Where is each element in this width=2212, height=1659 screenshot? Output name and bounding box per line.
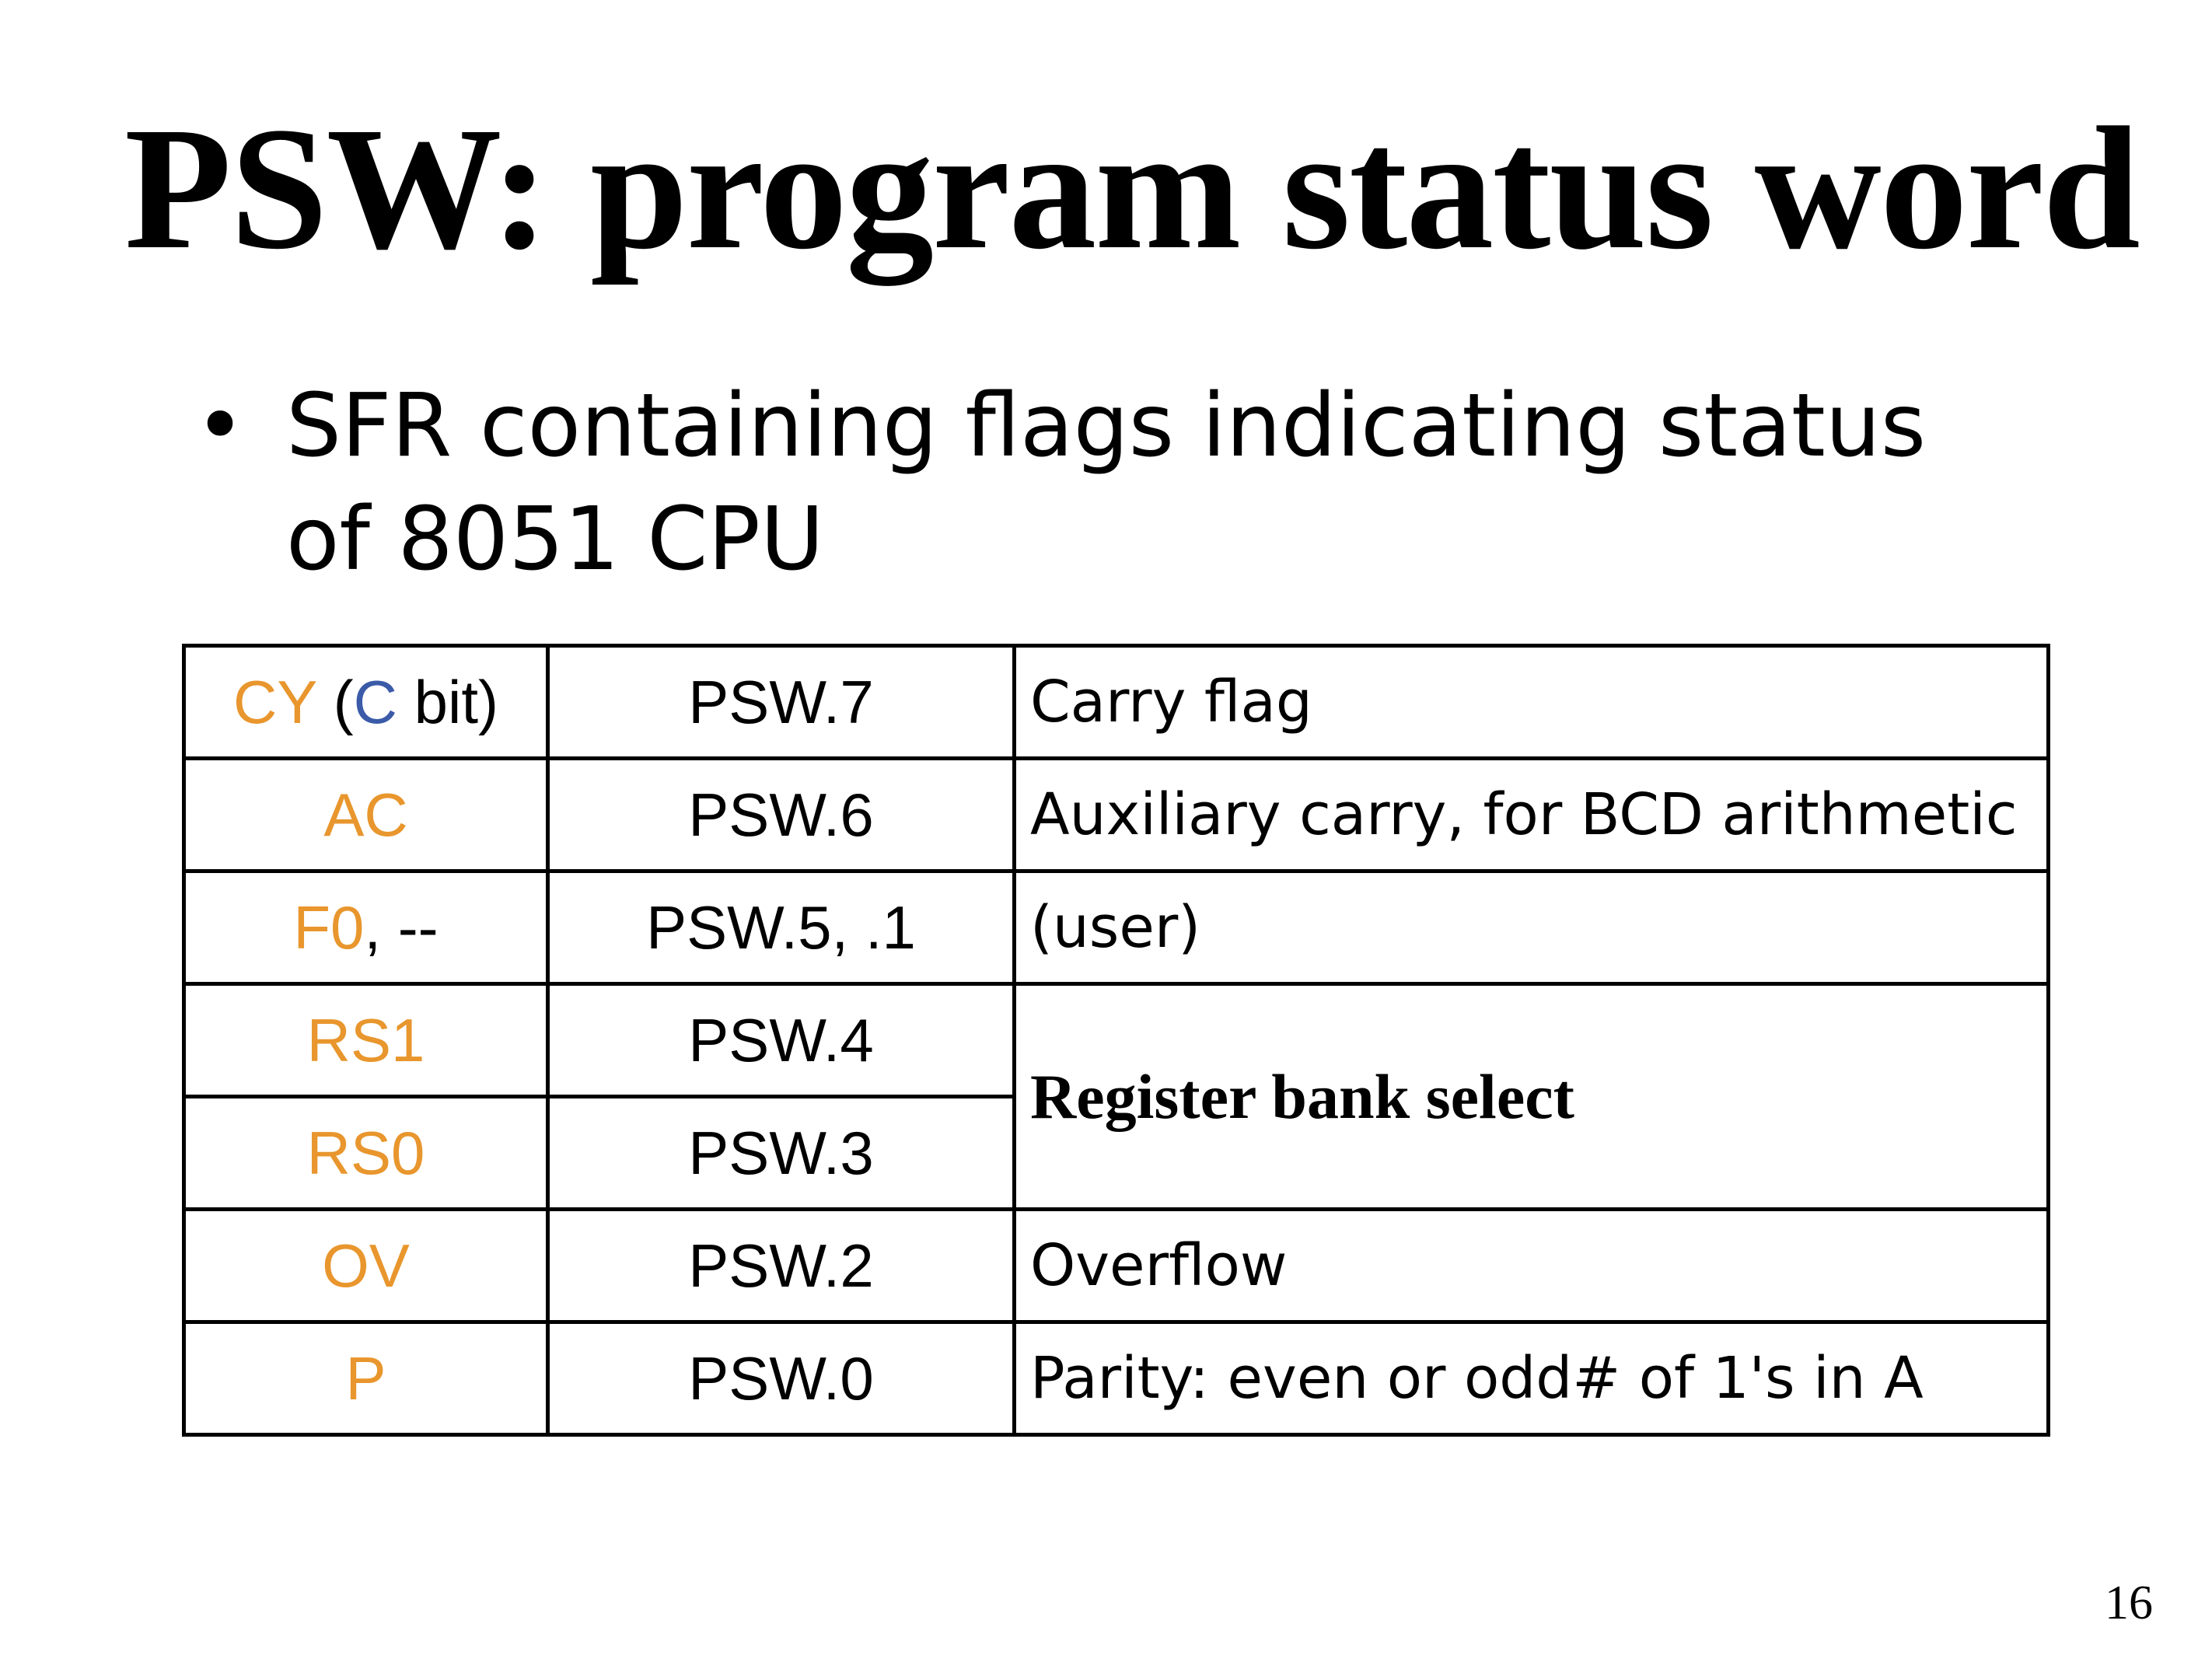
flag-cell [184,1210,548,1322]
bit-cell: PSW.0 [548,1322,1015,1435]
flag-name: CY [233,667,316,736]
flag-cell [184,1322,548,1435]
description-cell: Overflow [1015,1210,2049,1322]
flag-open-paren: ( [316,667,354,736]
psw-flags-table [182,644,2050,1437]
flag-alias: C [353,667,397,736]
bit-cell: PSW.7 [548,646,1015,759]
table-row [184,871,2049,984]
flag-name: F0 [293,892,365,962]
flag-name: P [345,1343,386,1413]
flag-suffix: bit) [397,667,498,736]
bit-cell: PSW.5, .1 [548,871,1015,984]
page-number: 16 [2105,1577,2153,1629]
table-row [184,1210,2049,1322]
flag-cell [184,646,548,759]
bullet-text: SFR containing flags indicating status of 8051 CPU [286,375,1927,590]
bullet-item [194,369,2029,596]
flag-cell [184,759,548,871]
description-cell: Register bank select [1015,984,2049,1210]
description-cell: (user) [1015,871,2049,984]
description-cell: Auxiliary carry, for BCD arithmetic [1015,759,2049,871]
bit-cell: PSW.2 [548,1210,1015,1322]
description-cell: Carry flag [1015,646,2049,759]
flag-name: OV [322,1231,410,1300]
table-row [184,1322,2049,1435]
bit-cell: PSW.6 [548,759,1015,871]
flag-name: RS0 [306,1118,425,1187]
flag-cell [184,1097,548,1210]
flag-cell [184,871,548,984]
bit-cell: PSW.4 [548,984,1015,1097]
table-row [184,646,2049,759]
table-row [184,759,2049,871]
slide-title: PSW: program status word [124,91,2139,285]
description-cell: Parity: even or odd# of 1's in A [1015,1322,2049,1435]
table-row [184,984,2049,1097]
bullet-dot-icon: • [194,375,246,477]
flag-cell [184,984,548,1097]
bit-cell: PSW.3 [548,1097,1015,1210]
flag-name: AC [323,780,408,849]
flag-suffix: , -- [364,892,439,962]
flag-name: RS1 [306,1005,425,1074]
